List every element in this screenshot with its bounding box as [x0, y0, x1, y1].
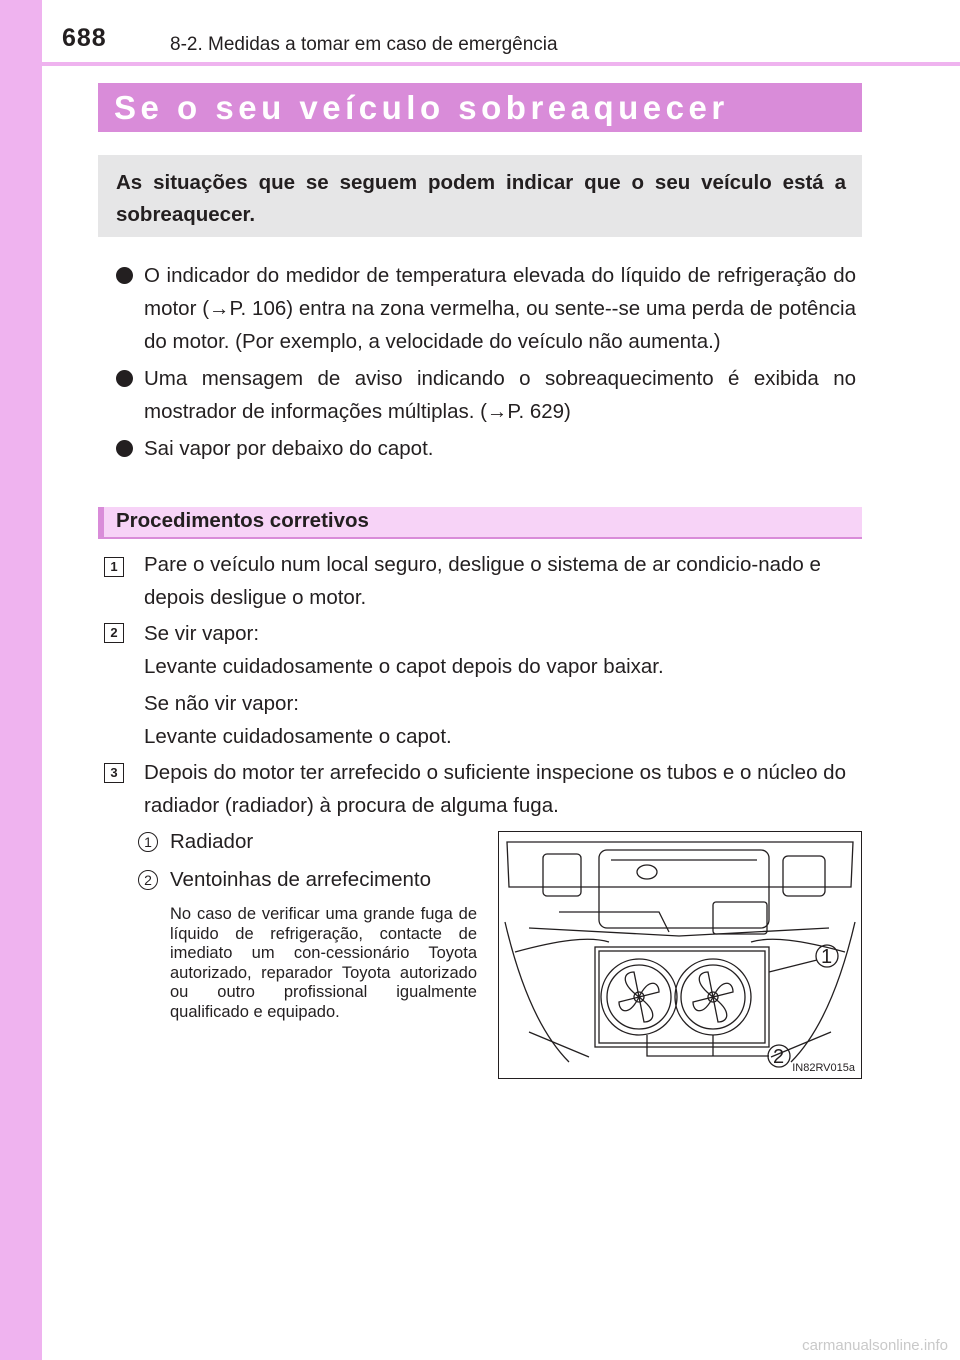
list-item [116, 259, 856, 358]
figure-code: IN82RV015a [792, 1062, 855, 1074]
section-path: 8-2. Medidas a tomar em caso de emergência [170, 34, 558, 55]
watermark: carmanualsonline.info [802, 1337, 948, 1354]
procedures-heading-bar [98, 507, 862, 539]
bullet-icon [116, 267, 133, 284]
callout-label: Radiador [170, 830, 254, 853]
bullet-icon [116, 440, 133, 457]
list-item [116, 362, 856, 428]
note-text: No caso de verificar uma grande fuga de líquido de refrigeração, contacte de imediato um con-cessionário Toyota autorizado, reparador Toyota autorizado ou outro profissional igualmente qualificado e equipado. [170, 905, 477, 1021]
engine-bay-illustration [499, 832, 861, 1078]
page-number: 688 [62, 24, 107, 52]
callout-label: Ventoinhas de arrefecimento [170, 868, 431, 891]
header-rule [42, 62, 960, 66]
figure-marker-1: 1 [821, 946, 833, 968]
step-number-badge: 2 [104, 623, 124, 643]
intro-box [98, 155, 862, 237]
list-item [116, 432, 856, 465]
title-bar [98, 83, 862, 132]
bullet-text: Uma mensagem de aviso indicando o sobreaquecimento é exibida no mostrador de informações múltiplas. (→P. 629) [144, 367, 856, 423]
intro-text: As situações que se seguem podem indicar que o seu veículo está a sobreaquecer. [116, 171, 846, 226]
page-title: Se o seu veículo sobreaquecer [114, 89, 729, 126]
step-text: Se vir vapor: [144, 622, 260, 645]
step-text: Levante cuidadosamente o capot depois do vapor baixar. [144, 655, 664, 678]
bullet-icon [116, 370, 133, 387]
procedures-heading: Procedimentos corretivos [116, 509, 369, 532]
symptom-list [116, 259, 856, 469]
step-text: Se não vir vapor: [144, 692, 299, 715]
step-text: Depois do motor ter arrefecido o suficiente inspecione os tubos e o núcleo do radiador (radiador) à procura de alguma fuga. [144, 761, 846, 817]
bullet-text: O indicador do medidor de temperatura elevada do líquido de refrigeração do motor (→P. 106) entra na zona vermelha, ou sente--se uma perda de potência do motor. (Por exemplo, a velocidade do veículo não aumenta.) [144, 264, 856, 353]
step-text: Pare o veículo num local seguro, desligue o sistema de ar condicio-nado e depois desligue o motor. [144, 553, 821, 609]
figure-marker-2: 2 [773, 1046, 785, 1068]
step-number-badge: 3 [104, 763, 124, 783]
step-text: Levante cuidadosamente o capot. [144, 725, 452, 748]
callout-number: 1 [138, 832, 158, 852]
side-color-strip [0, 0, 42, 1360]
callout-number: 2 [138, 870, 158, 890]
bullet-text: Sai vapor por debaixo do capot. [144, 437, 434, 460]
engine-bay-figure [498, 831, 862, 1079]
step-number-badge: 1 [104, 557, 124, 577]
